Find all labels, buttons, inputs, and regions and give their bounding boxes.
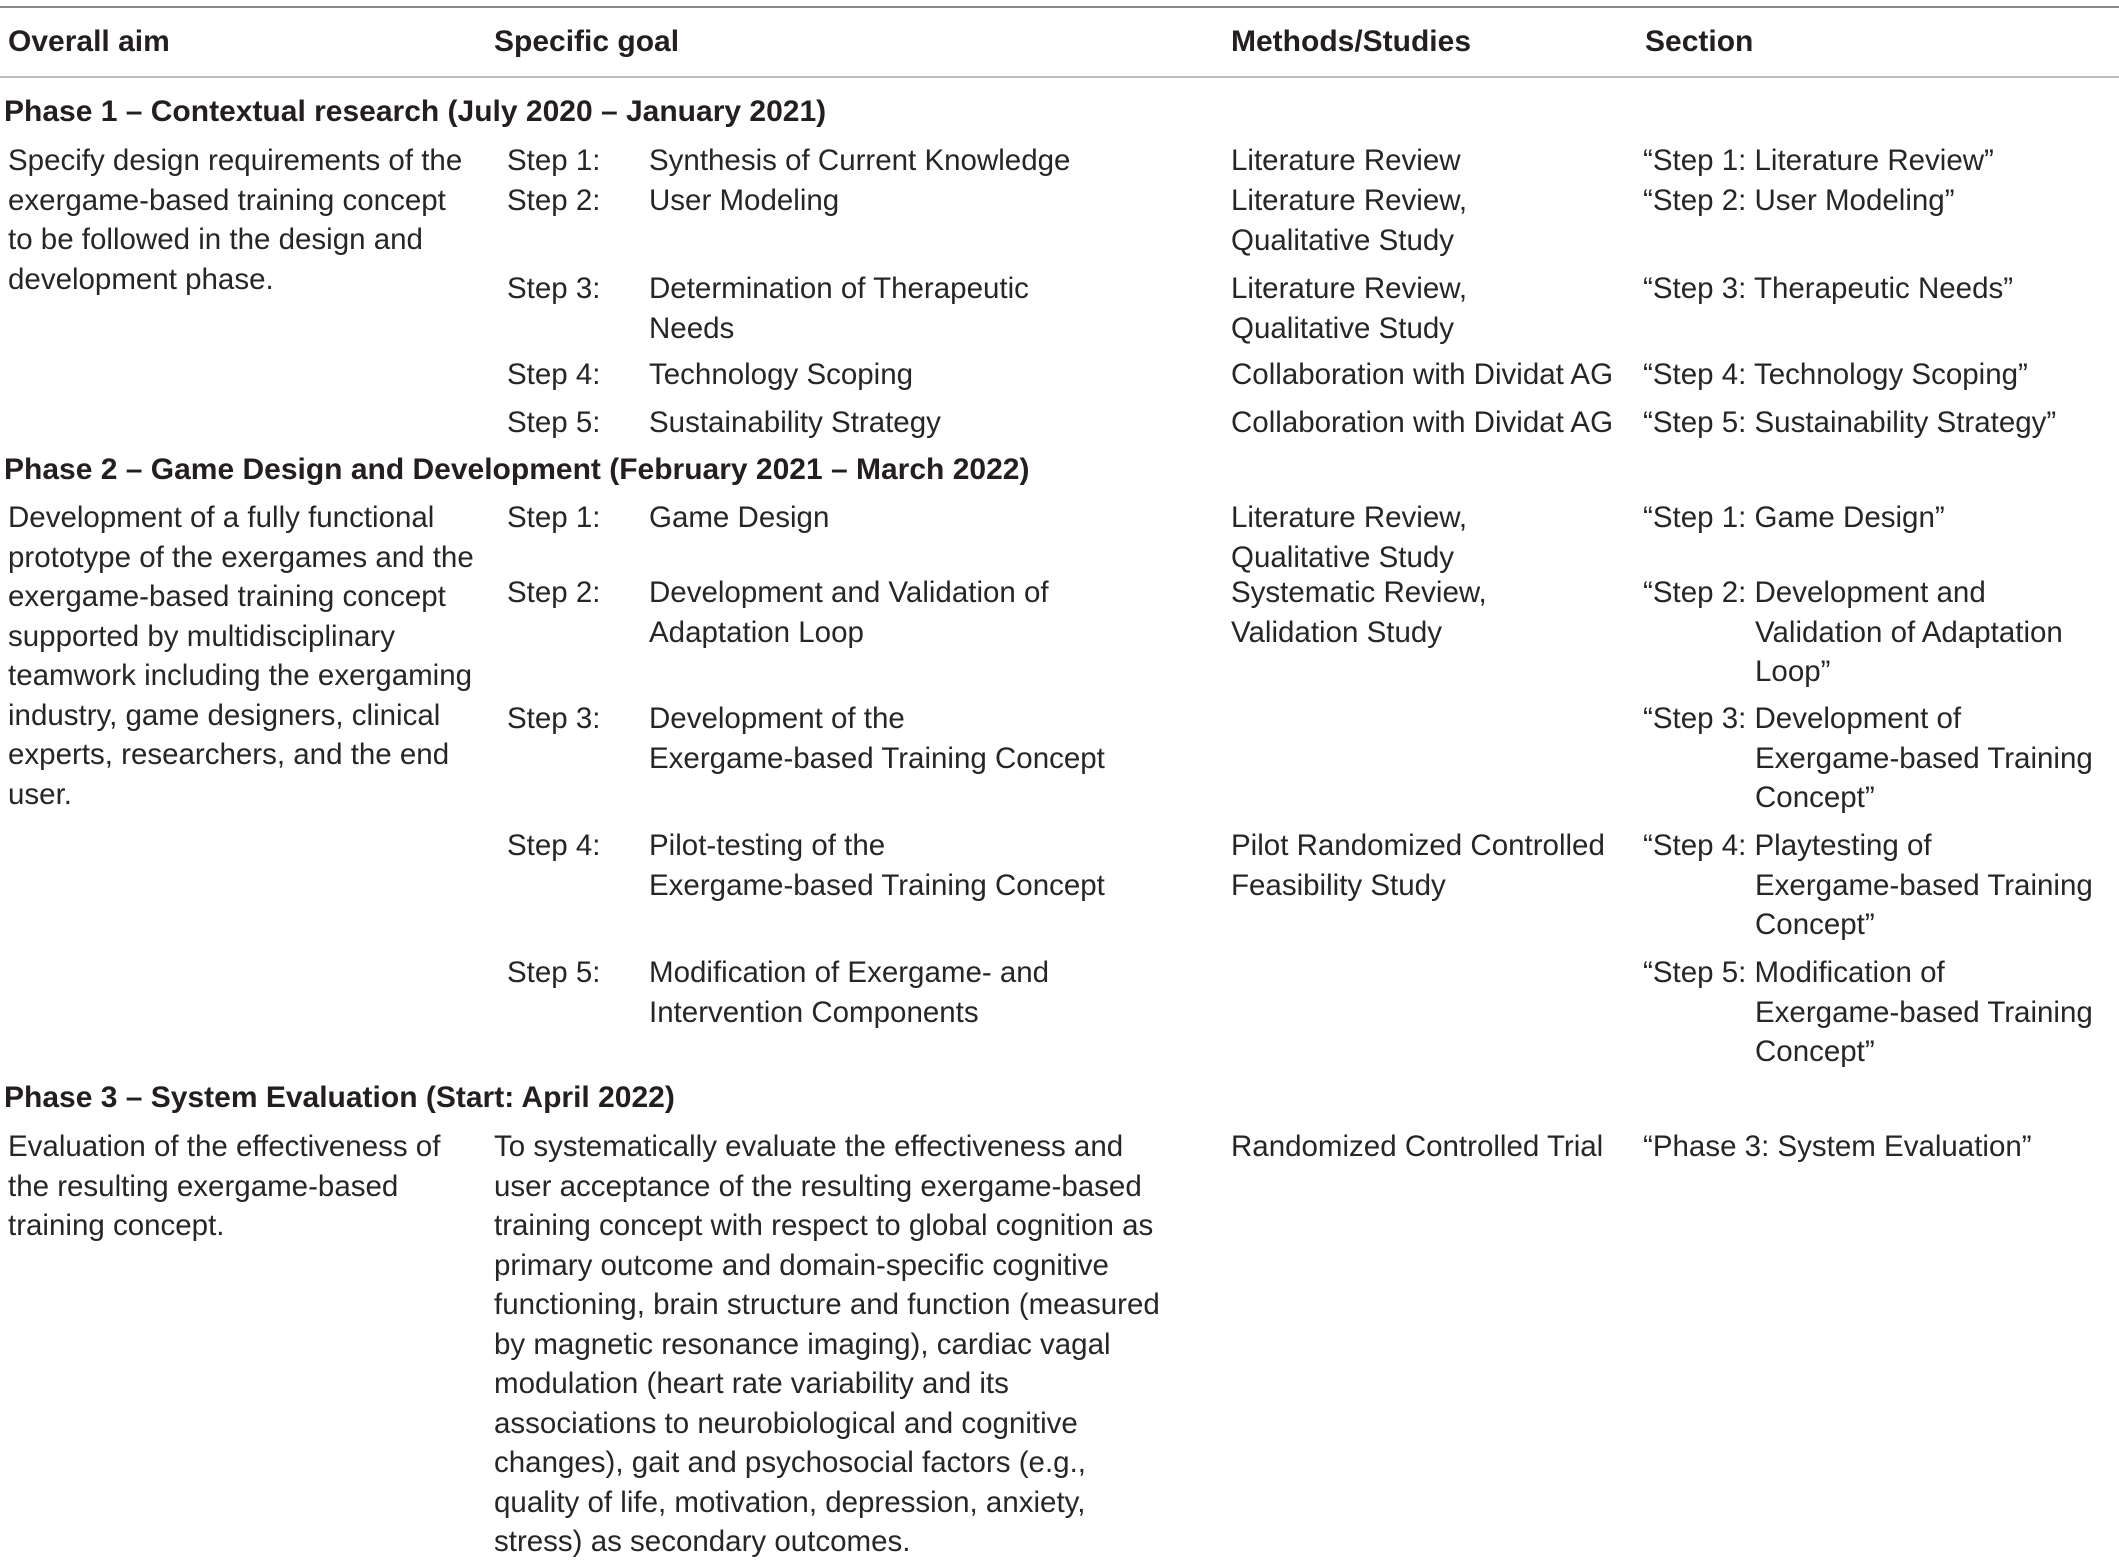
step-methods: Qualitative Study [1231, 540, 1455, 574]
step-label: Step 5: [507, 406, 601, 439]
step-section: “Step 1: Game Design” [1643, 501, 1945, 534]
step-methods: Collaboration with Dividat AG [1231, 406, 1614, 439]
goal-line: functioning, brain structure and function (measured [494, 1288, 1160, 1321]
step-goal: Sustainability Strategy [649, 406, 941, 439]
step-goal: Determination of Therapeutic [649, 272, 1029, 305]
step-goal: Synthesis of Current Knowledge [649, 144, 1071, 177]
goal-line: associations to neurobiological and cognitive [494, 1406, 1078, 1440]
step-section: Concept” [1755, 908, 1875, 941]
header-specific-goal: Specific goal [494, 25, 680, 58]
goal-line: stress) as secondary outcomes. [494, 1525, 911, 1558]
aim-line: experts, researchers, and the end [8, 738, 450, 771]
aim-line: development phase. [8, 262, 274, 296]
goal-line: by magnetic resonance imaging), cardiac vagal [494, 1327, 1111, 1361]
step-goal: Adaptation Loop [649, 615, 864, 649]
step-section: “Step 2: Development and [1643, 576, 1986, 609]
step-methods: Feasibility Study [1231, 868, 1446, 902]
top-rule [0, 6, 2119, 8]
step-section: Validation of Adaptation [1755, 615, 2063, 649]
step-section: “Step 2: User Modeling” [1643, 184, 1955, 217]
aim-line: exergame-based training concept [8, 580, 446, 613]
step-section: Exergame-based Training [1755, 741, 2093, 775]
step-label: Step 3: [507, 702, 601, 735]
step-methods: Qualitative Study [1231, 223, 1455, 257]
aim-line: exergame-based training concept [8, 183, 446, 217]
step-goal: Modification of Exergame- and [649, 956, 1050, 989]
step-methods: Literature Review, [1231, 501, 1468, 534]
step-methods: Validation Study [1231, 615, 1443, 649]
aim-line: user. [8, 777, 72, 811]
goal-line: user acceptance of the resulting exergame-based [494, 1169, 1142, 1203]
step-goal: Development and Validation of [649, 576, 1049, 609]
phase-1-title: Phase 1 – Contextual research (July 2020 – January 2021) [4, 95, 827, 128]
step-section: “Step 5: Sustainability Strategy” [1643, 406, 2057, 439]
phase-2-title: Phase 2 – Game Design and Development (February 2021 – March 2022) [4, 453, 1030, 486]
step-label: Step 4: [507, 829, 601, 862]
step-section: “Step 4: Technology Scoping” [1643, 358, 2028, 391]
step-section: Concept” [1755, 781, 1875, 814]
step-label: Step 4: [507, 358, 601, 391]
step-goal: Exergame-based Training Concept [649, 868, 1105, 902]
header-section: Section [1645, 25, 1754, 58]
aim-line: industry, game designers, clinical [8, 698, 441, 732]
aim-line: prototype of the exergames and the [8, 540, 474, 574]
step-goal: Technology Scoping [649, 358, 914, 391]
aim-line: Development of a fully functional [8, 501, 435, 534]
goal-line: quality of life, motivation, depression, anxiety, [494, 1485, 1086, 1519]
goal-line: modulation (heart rate variability and its [494, 1367, 1009, 1400]
step-section: Exergame-based Training [1755, 868, 2093, 902]
step-goal: Development of the [649, 702, 905, 735]
header-overall-aim: Overall aim [8, 25, 170, 58]
step-label: Step 1: [507, 144, 601, 177]
aim-line: training concept. [8, 1209, 225, 1242]
aim-line: to be followed in the design and [8, 223, 423, 256]
step-label: Step 5: [507, 956, 601, 989]
step-methods: Literature Review [1231, 144, 1461, 177]
step-section: “Step 3: Development of [1643, 702, 1962, 735]
aim-line: Specify design requirements of the [8, 144, 463, 177]
step-section: “Step 4: Playtesting of [1643, 829, 1932, 862]
header-methods-studies: Methods/Studies [1231, 25, 1472, 58]
phase-3-methods: Randomized Controlled Trial [1231, 1130, 1604, 1163]
step-label: Step 2: [507, 576, 601, 609]
aim-line: teamwork including the exergaming [8, 659, 473, 692]
step-section: “Step 3: Therapeutic Needs” [1643, 272, 2014, 305]
aim-line: supported by multidisciplinary [8, 619, 395, 653]
aim-line: the resulting exergame-based [8, 1169, 399, 1203]
step-goal: Pilot-testing of the [649, 829, 886, 862]
step-methods: Pilot Randomized Controlled [1231, 829, 1605, 862]
goal-line: training concept with respect to global cognition as [494, 1209, 1154, 1242]
step-section: Exergame-based Training [1755, 995, 2093, 1029]
step-goal: Needs [649, 311, 735, 345]
step-section: “Step 5: Modification of [1643, 956, 1945, 989]
goal-line: primary outcome and domain-specific cognitive [494, 1248, 1109, 1282]
step-methods: Qualitative Study [1231, 311, 1455, 345]
step-methods: Literature Review, [1231, 272, 1468, 305]
step-methods: Collaboration with Dividat AG [1231, 358, 1614, 391]
aim-line: Evaluation of the effectiveness of [8, 1130, 441, 1163]
step-label: Step 2: [507, 184, 601, 217]
step-goal: Intervention Components [649, 995, 979, 1029]
step-goal: Exergame-based Training Concept [649, 741, 1105, 775]
step-goal: Game Design [649, 501, 830, 534]
phase-3-title: Phase 3 – System Evaluation (Start: April 2022) [4, 1081, 675, 1114]
step-label: Step 3: [507, 272, 601, 305]
goal-line: To systematically evaluate the effectiveness and [494, 1130, 1124, 1163]
goal-line: changes), gait and psychosocial factors (e.g., [494, 1446, 1086, 1479]
step-label: Step 1: [507, 501, 601, 534]
step-methods: Systematic Review, [1231, 576, 1487, 609]
step-goal: User Modeling [649, 184, 840, 217]
step-methods: Literature Review, [1231, 184, 1468, 217]
step-section: “Step 1: Literature Review” [1643, 144, 1994, 177]
phase-3-section: “Phase 3: System Evaluation” [1643, 1130, 2032, 1163]
step-section: Loop” [1755, 655, 1831, 688]
header-rule [0, 76, 2119, 78]
step-section: Concept” [1755, 1035, 1875, 1068]
